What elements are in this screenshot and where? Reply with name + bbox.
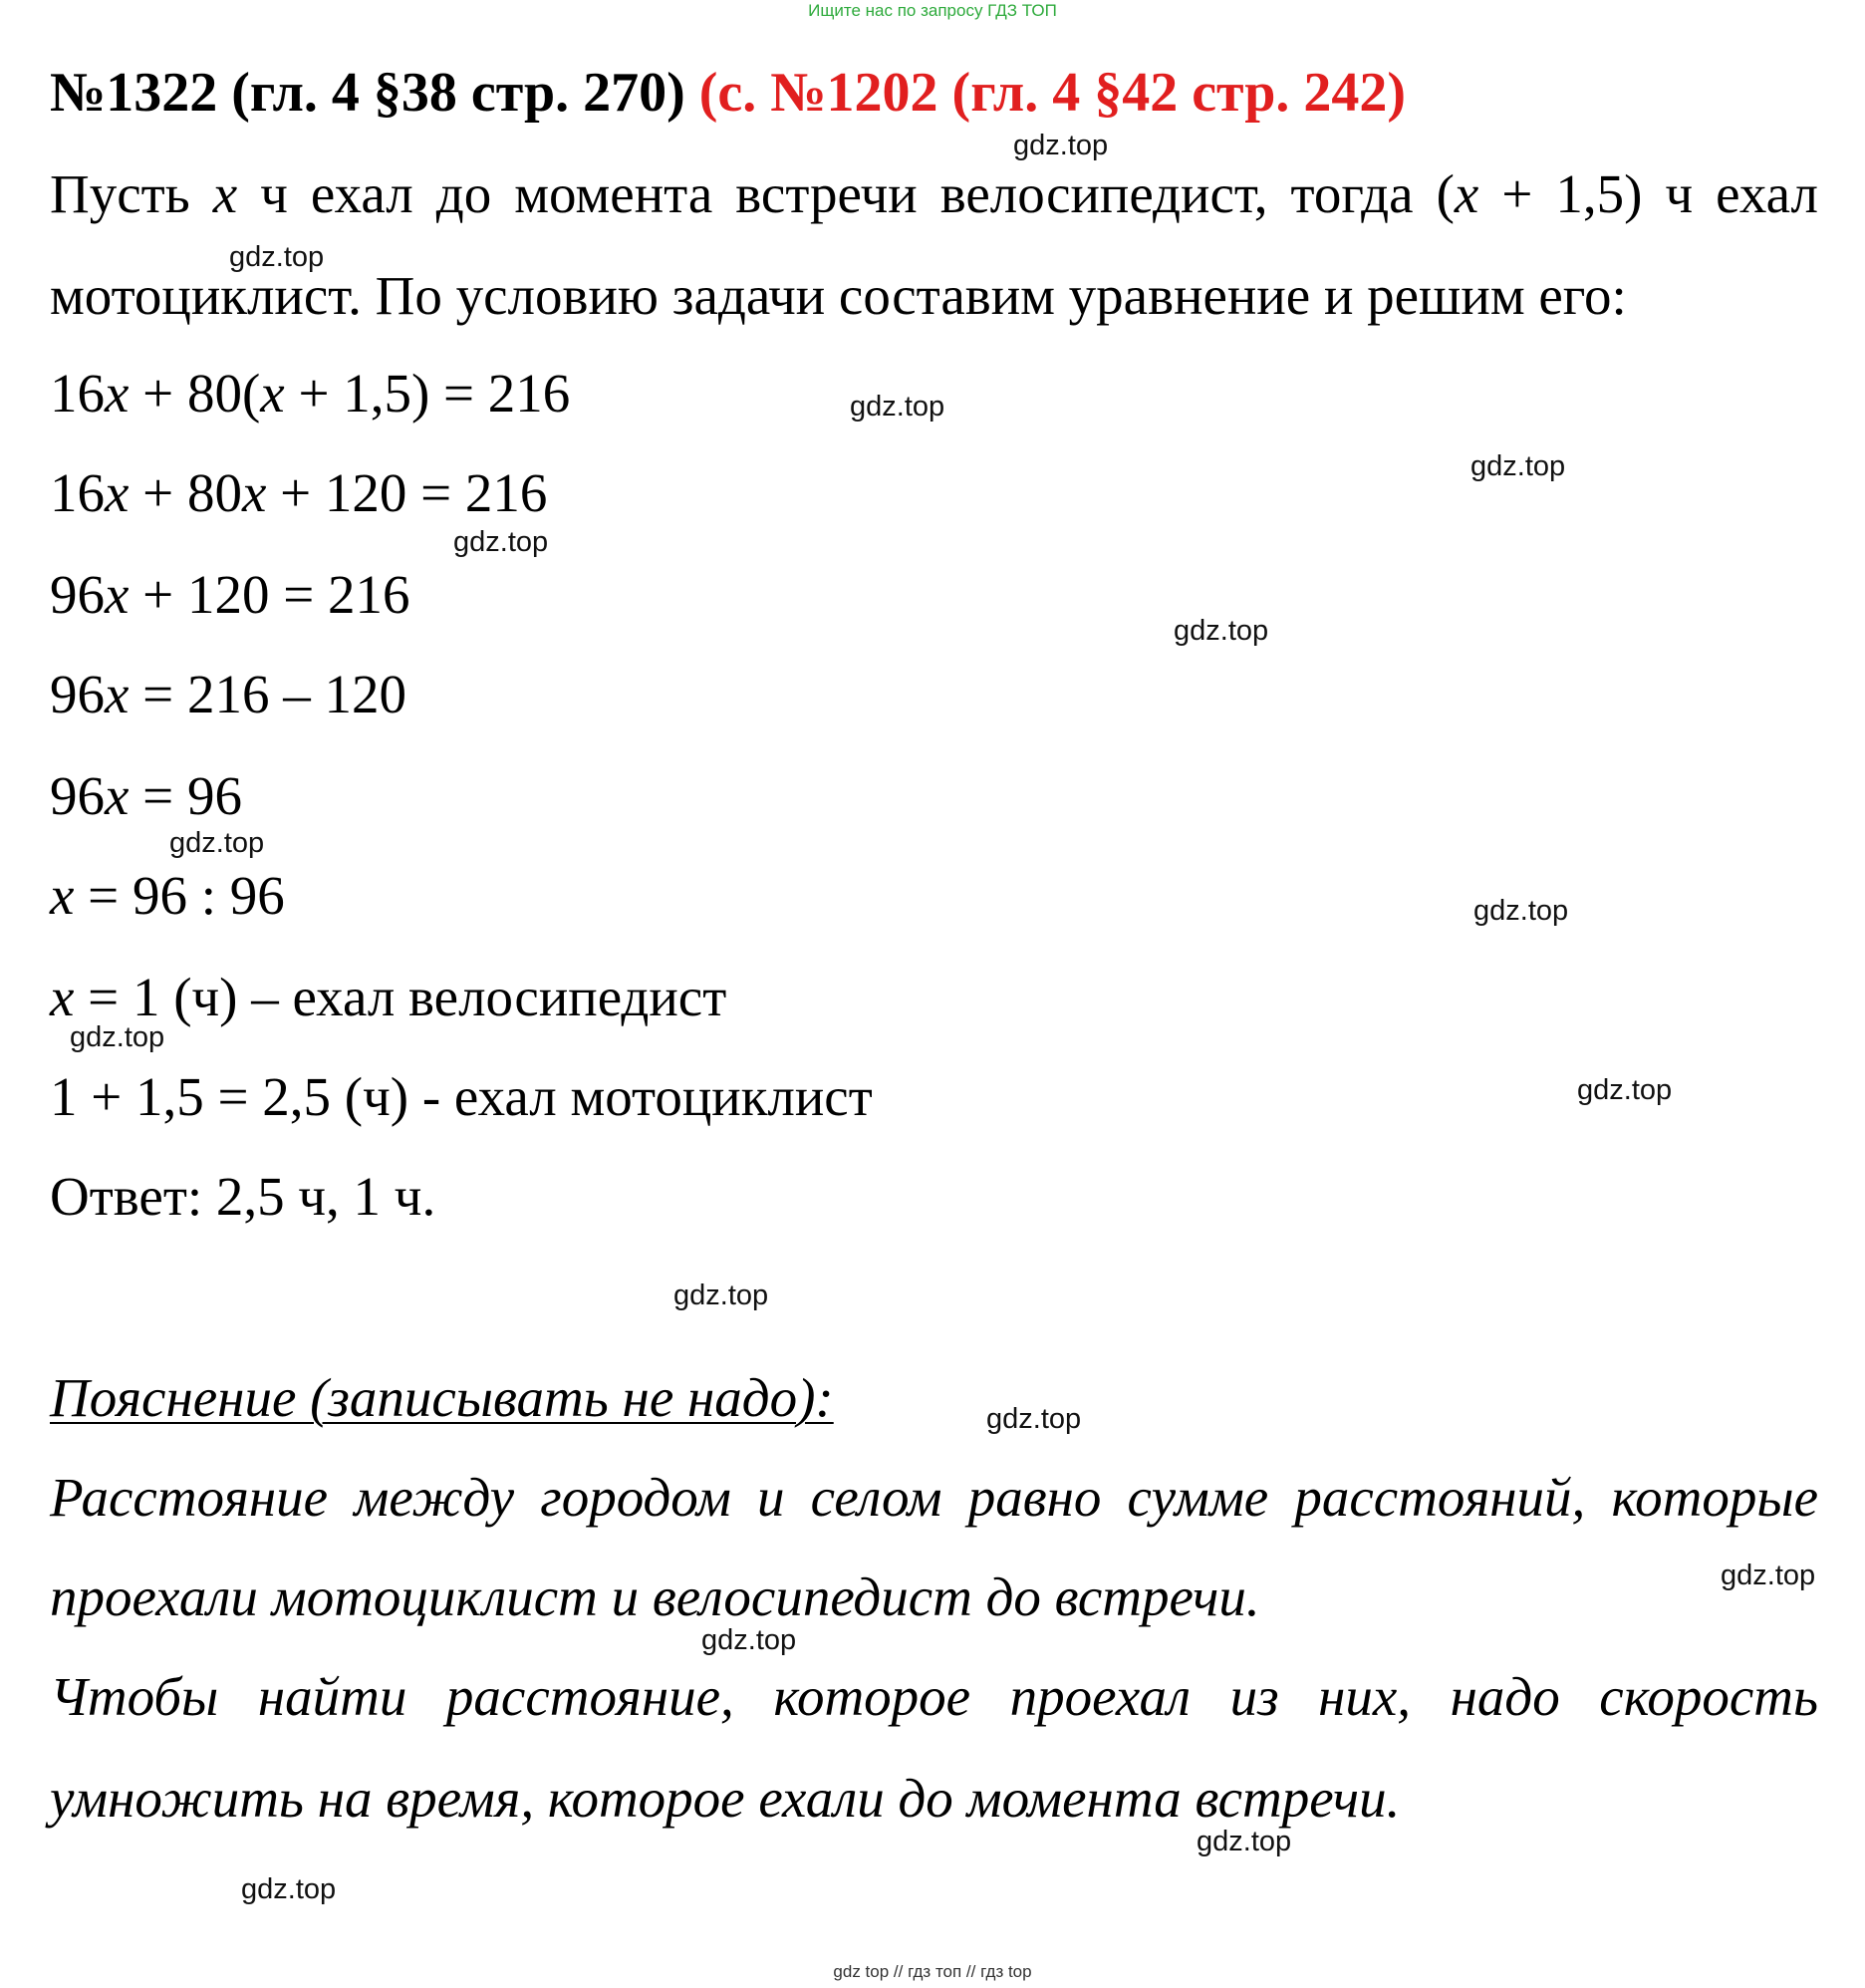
problem-number: №1322 (гл. 4 §38 стр. 270) bbox=[50, 62, 685, 124]
intro-line-2: мотоциклист. По условию задачи составим уравнение и решим его: bbox=[50, 265, 1627, 326]
watermark: gdz.top bbox=[1721, 1560, 1816, 1591]
watermark: gdz.top bbox=[229, 241, 325, 273]
equation-step-3: 96x + 120 = 216 bbox=[50, 564, 410, 625]
variable: x bbox=[212, 163, 238, 224]
intro-line-1 bbox=[50, 159, 1818, 229]
watermark: gdz.top bbox=[169, 827, 265, 859]
equation-step-5: 96x = 96 bbox=[50, 765, 242, 826]
top-banner: Ищите нас по запросу ГДЗ ТОП bbox=[808, 1, 1057, 20]
answer: Ответ: 2,5 ч, 1 ч. bbox=[50, 1166, 436, 1227]
watermark: gdz.top bbox=[70, 1021, 165, 1053]
watermark: gdz.top bbox=[453, 526, 549, 558]
equation-step-1: 16x + 80(x + 1,5) = 216 bbox=[50, 363, 571, 424]
problem-title bbox=[50, 58, 1406, 128]
equation-step-2: 16x + 80x + 120 = 216 bbox=[50, 462, 548, 523]
watermark: gdz.top bbox=[1013, 130, 1109, 161]
intro-text: + 1,5) ч ехал bbox=[1478, 163, 1818, 224]
variable: x bbox=[1454, 163, 1479, 224]
watermark: gdz.top bbox=[701, 1624, 797, 1656]
watermark: gdz.top bbox=[986, 1403, 1082, 1435]
watermark: gdz.top bbox=[673, 1279, 769, 1311]
watermark: gdz.top bbox=[1174, 615, 1269, 647]
watermark: gdz.top bbox=[1473, 895, 1569, 927]
explanation-line-4: умножить на время, которое ехали до момента встречи. bbox=[50, 1768, 1401, 1829]
explanation-heading bbox=[50, 1363, 834, 1433]
footer-watermark: gdz top // гдз топ // гдз top bbox=[833, 1962, 1032, 1981]
alt-problem-number: (с. №1202 (гл. 4 §42 стр. 242) bbox=[698, 62, 1407, 124]
watermark: gdz.top bbox=[850, 391, 945, 423]
equation-step-8: 1 + 1,5 = 2,5 (ч) - ехал мотоциклист bbox=[50, 1066, 873, 1127]
watermark: gdz.top bbox=[241, 1873, 337, 1905]
explanation-line-2: проехали мотоциклист и велосипедист до встречи. bbox=[50, 1566, 1260, 1627]
equation-step-7: x = 1 (ч) – ехал велосипедист bbox=[50, 967, 727, 1027]
intro-text: ч ехал до момента встречи велосипедист, тогда ( bbox=[237, 163, 1455, 224]
watermark: gdz.top bbox=[1470, 450, 1566, 482]
explanation-line-3: Чтобы найти расстояние, которое проехал из них, надо скорость bbox=[50, 1666, 1818, 1727]
equation-step-4: 96x = 216 – 120 bbox=[50, 664, 406, 724]
explanation-line-1: Расстояние между городом и селом равно сумме расстояний, которые bbox=[50, 1467, 1818, 1528]
watermark: gdz.top bbox=[1577, 1074, 1673, 1106]
watermark: gdz.top bbox=[1197, 1826, 1292, 1857]
explanation-heading-text: Пояснение (записывать не надо): bbox=[50, 1367, 834, 1428]
intro-text: Пусть bbox=[50, 163, 213, 224]
equation-step-6: x = 96 : 96 bbox=[50, 865, 285, 926]
